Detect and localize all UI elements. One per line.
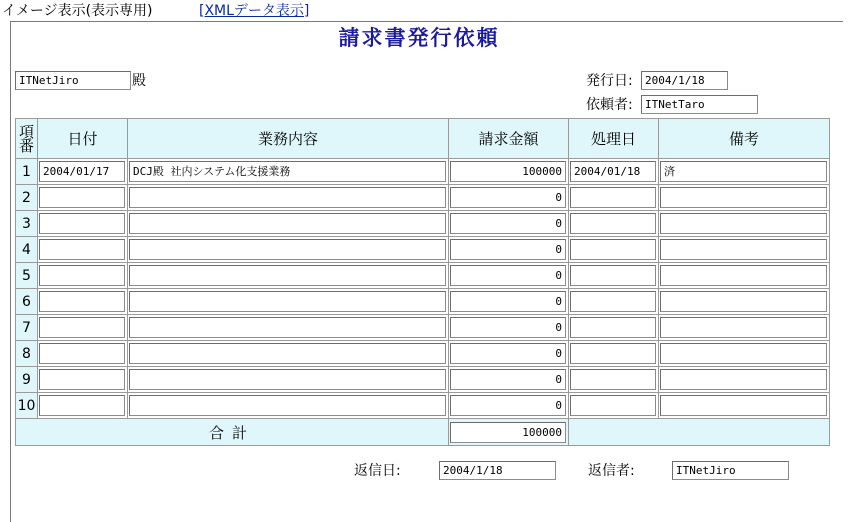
row-number: 6 [16,289,38,315]
work-content-input[interactable] [129,239,446,260]
notes-cell [659,393,830,419]
processed-date-input[interactable] [570,187,656,208]
header-notes: 備考 [659,119,830,159]
header-processed-date: 処理日 [569,119,659,159]
date-input[interactable] [39,369,125,390]
table-row [16,185,830,211]
table-row [16,159,830,185]
row-number: 8 [16,341,38,367]
table-row [16,211,830,237]
notes-input[interactable] [660,343,827,364]
amount-input[interactable]: 0 [450,317,566,338]
total-filler [569,419,830,446]
notes-cell [659,367,830,393]
total-label: 合計 [16,419,449,446]
amount-input[interactable]: 0 [450,343,566,364]
notes-cell [659,159,830,185]
date-input[interactable] [39,187,125,208]
notes-cell [659,211,830,237]
processed-date-input[interactable] [570,213,656,234]
date-input[interactable] [39,317,125,338]
invoice-items-table [15,118,830,446]
amount-input[interactable]: 0 [450,291,566,312]
processed-date-input[interactable] [570,395,656,416]
total-amount-cell [449,419,569,446]
notes-input[interactable] [660,239,827,260]
reply-date-label: 返信日: [354,463,401,479]
processed-cell [569,315,659,341]
content-cell [128,263,449,289]
amount-input[interactable]: 0 [450,239,566,260]
amount-cell [449,263,569,289]
processed-cell [569,185,659,211]
work-content-input[interactable] [129,317,446,338]
notes-input[interactable] [660,369,827,390]
content-cell [128,289,449,315]
work-content-input[interactable] [129,291,446,312]
total-amount-field[interactable]: 100000 [450,422,566,443]
display-mode-label: イメージ表示(表示専用) [2,3,153,19]
table-row [16,393,830,419]
notes-input[interactable] [660,395,827,416]
row-number: 2 [16,185,38,211]
processed-cell [569,393,659,419]
xml-data-view-link[interactable]: [XMLデータ表示] [199,3,310,19]
amount-cell [449,393,569,419]
processed-date-input[interactable] [570,343,656,364]
work-content-input[interactable] [129,395,446,416]
amount-cell [449,367,569,393]
requester-label: 依頼者: [586,97,633,113]
row-number: 5 [16,263,38,289]
content-cell [128,367,449,393]
date-input[interactable] [39,395,125,416]
row-number: 3 [16,211,38,237]
amount-cell [449,211,569,237]
notes-cell [659,185,830,211]
date-cell [38,367,128,393]
recipient-field[interactable]: ITNetJiro [15,71,131,90]
notes-input[interactable] [660,265,827,286]
date-input[interactable] [39,213,125,234]
notes-cell [659,237,830,263]
amount-cell [449,315,569,341]
amount-input[interactable]: 100000 [450,161,566,182]
date-cell [38,341,128,367]
amount-input[interactable]: 0 [450,395,566,416]
work-content-input[interactable] [129,213,446,234]
date-input[interactable] [39,239,125,260]
reply-sender-label: 返信者: [588,463,635,479]
date-cell [38,237,128,263]
issue-date-label: 発行日: [586,73,633,89]
header-work-content: 業務内容 [128,119,449,159]
processed-cell [569,263,659,289]
row-number: 7 [16,315,38,341]
date-cell [38,159,128,185]
date-cell [38,211,128,237]
recipient-suffix: 殿 [132,73,146,89]
total-row [16,419,830,446]
content-cell [128,237,449,263]
amount-input[interactable]: 0 [450,369,566,390]
content-cell [128,185,449,211]
row-number: 4 [16,237,38,263]
notes-cell [659,263,830,289]
table-row [16,341,830,367]
date-cell [38,185,128,211]
table-row [16,289,830,315]
date-input[interactable] [39,291,125,312]
date-cell [38,393,128,419]
content-cell [128,341,449,367]
content-cell [128,315,449,341]
date-cell [38,263,128,289]
issue-date-field[interactable]: 2004/1/18 [641,71,728,90]
notes-input[interactable] [660,213,827,234]
table-row [16,367,830,393]
amount-cell [449,159,569,185]
table-row [16,237,830,263]
work-content-input[interactable] [129,187,446,208]
requester-field[interactable]: ITNetTaro [641,95,758,114]
notes-cell [659,289,830,315]
table-header-row [16,119,830,159]
notes-input[interactable]: 済 [660,161,827,182]
reply-date-field[interactable]: 2004/1/18 [439,461,556,480]
processed-cell [569,289,659,315]
row-number: 9 [16,367,38,393]
content-cell [128,393,449,419]
amount-cell [449,341,569,367]
amount-input[interactable]: 0 [450,265,566,286]
processed-cell [569,367,659,393]
row-number: 1 [16,159,38,185]
processed-cell [569,341,659,367]
processed-cell [569,211,659,237]
notes-input[interactable] [660,187,827,208]
row-number: 10 [16,393,38,419]
date-cell [38,289,128,315]
reply-sender-field[interactable]: ITNetJiro [672,461,789,480]
date-input[interactable] [39,265,125,286]
notes-input[interactable] [660,291,827,312]
processed-date-input[interactable] [570,369,656,390]
table-row [16,315,830,341]
processed-date-input[interactable] [570,291,656,312]
header-date: 日付 [38,119,128,159]
amount-input[interactable]: 0 [450,213,566,234]
amount-cell [449,185,569,211]
processed-date-input[interactable] [570,239,656,260]
work-content-input[interactable] [129,369,446,390]
processed-cell [569,159,659,185]
work-content-input[interactable]: DCJ殿 社内システム化支援業務 [129,161,446,182]
amount-cell [449,237,569,263]
work-content-input[interactable] [129,343,446,364]
form-title: 請求書発行依頼 [338,26,500,50]
date-input[interactable]: 2004/01/17 [39,161,125,182]
processed-date-input[interactable]: 2004/01/18 [570,161,656,182]
header-billing-amount: 請求金額 [449,119,569,159]
date-cell [38,315,128,341]
date-input[interactable] [39,343,125,364]
processed-date-input[interactable] [570,265,656,286]
notes-cell [659,341,830,367]
table-row [16,263,830,289]
amount-input[interactable]: 0 [450,187,566,208]
processed-date-input[interactable] [570,317,656,338]
content-cell [128,211,449,237]
content-cell [128,159,449,185]
processed-cell [569,237,659,263]
header-item-number: 項番 [16,119,38,159]
notes-input[interactable] [660,317,827,338]
work-content-input[interactable] [129,265,446,286]
amount-cell [449,289,569,315]
notes-cell [659,315,830,341]
